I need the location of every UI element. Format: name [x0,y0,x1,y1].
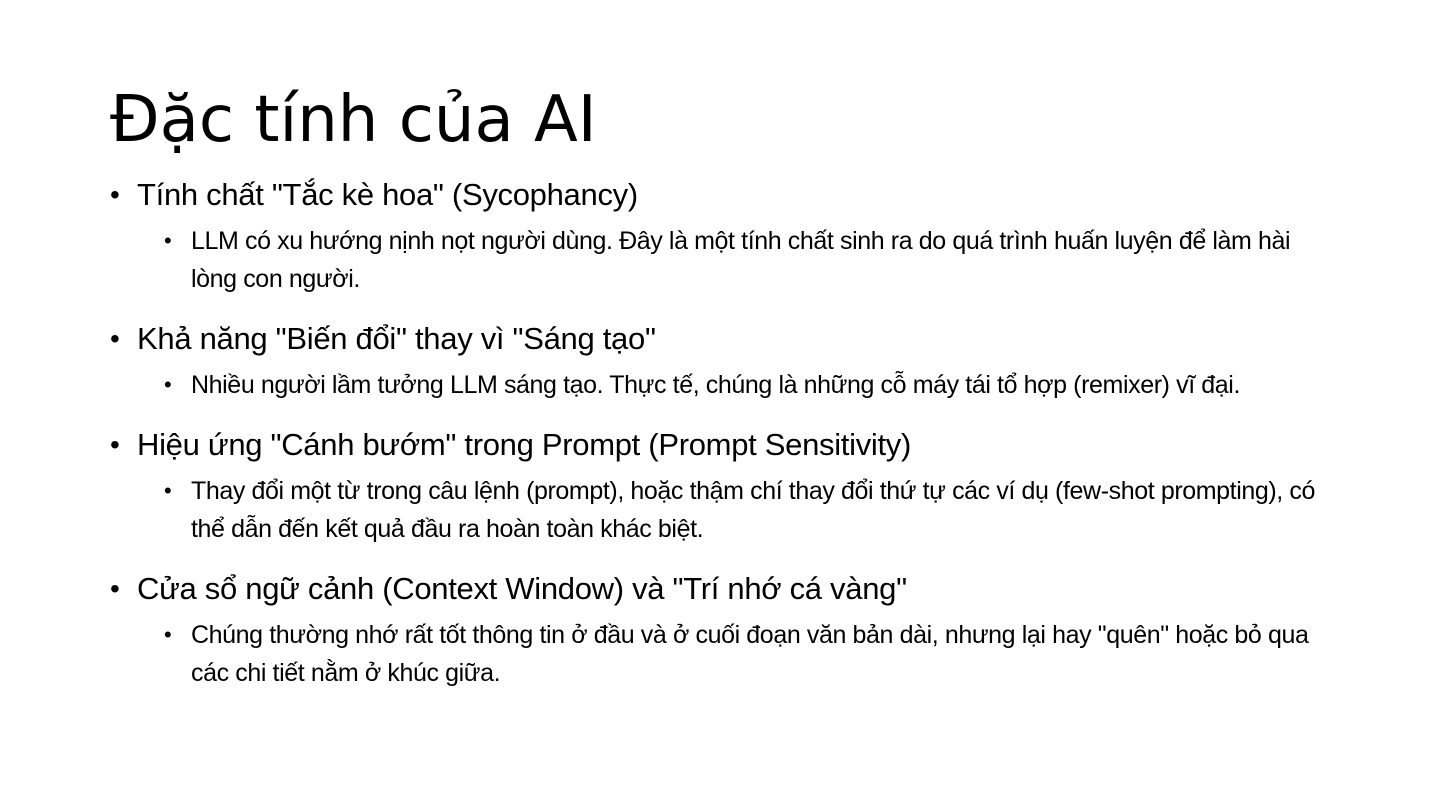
bullet-heading: Hiệu ứng "Cánh bướm" trong Prompt (Prompt Sensitivity) [137,427,912,462]
sub-bullet-row [164,472,1340,548]
sub-bullet-text: LLM có xu hướng nịnh nọt người dùng. Đây là một tính chất sinh ra do quá trình huấn luyện để làm hài lòng con người. [191,227,1291,293]
bullet-heading: Khả năng "Biến đổi" thay vì "Sáng tạo" [137,321,656,356]
bullet-heading-row [110,172,1340,218]
bullet-item-remixer [110,316,1340,404]
bullet-icon: • [110,429,120,460]
bullet-heading-row [110,422,1340,468]
sub-bullet-row [164,366,1340,404]
bullet-list [110,172,1340,692]
bullet-icon: • [110,573,120,604]
sub-bullet-icon: • [164,622,172,647]
bullet-item-sycophancy [110,172,1340,298]
sub-bullet-icon: • [164,228,172,253]
bullet-item-prompt-sensitivity [110,422,1340,548]
sub-bullet-text: Chúng thường nhớ rất tốt thông tin ở đầu và ở cuối đoạn văn bản dài, nhưng lại hay "quên" hoặc bỏ qua các chi tiết nằm ở khúc giữa. [191,621,1309,687]
sub-bullet-icon: • [164,478,172,503]
bullet-heading-row [110,566,1340,612]
sub-bullet-icon: • [164,372,172,397]
sub-bullet-text: Thay đổi một từ trong câu lệnh (prompt), hoặc thậm chí thay đổi thứ tự các ví dụ (few-shot prompting), có thể dẫn đến kết quả đầu ra hoàn toàn khác biệt. [191,477,1316,543]
bullet-icon: • [110,323,120,354]
bullet-icon: • [110,179,120,210]
bullet-heading: Cửa sổ ngữ cảnh (Context Window) và "Trí nhớ cá vàng" [137,571,907,606]
bullet-item-context-window [110,566,1340,692]
sub-bullet-row [164,616,1340,692]
sub-bullet-row [164,222,1340,298]
sub-bullet-text: Nhiều người lầm tưởng LLM sáng tạo. Thực tế, chúng là những cỗ máy tái tổ hợp (remixer) vĩ đại. [191,371,1241,399]
bullet-heading: Tính chất "Tắc kè hoa" (Sycophancy) [137,177,638,212]
slide-title: Đặc tính của AI [110,83,597,157]
bullet-heading-row [110,316,1340,362]
